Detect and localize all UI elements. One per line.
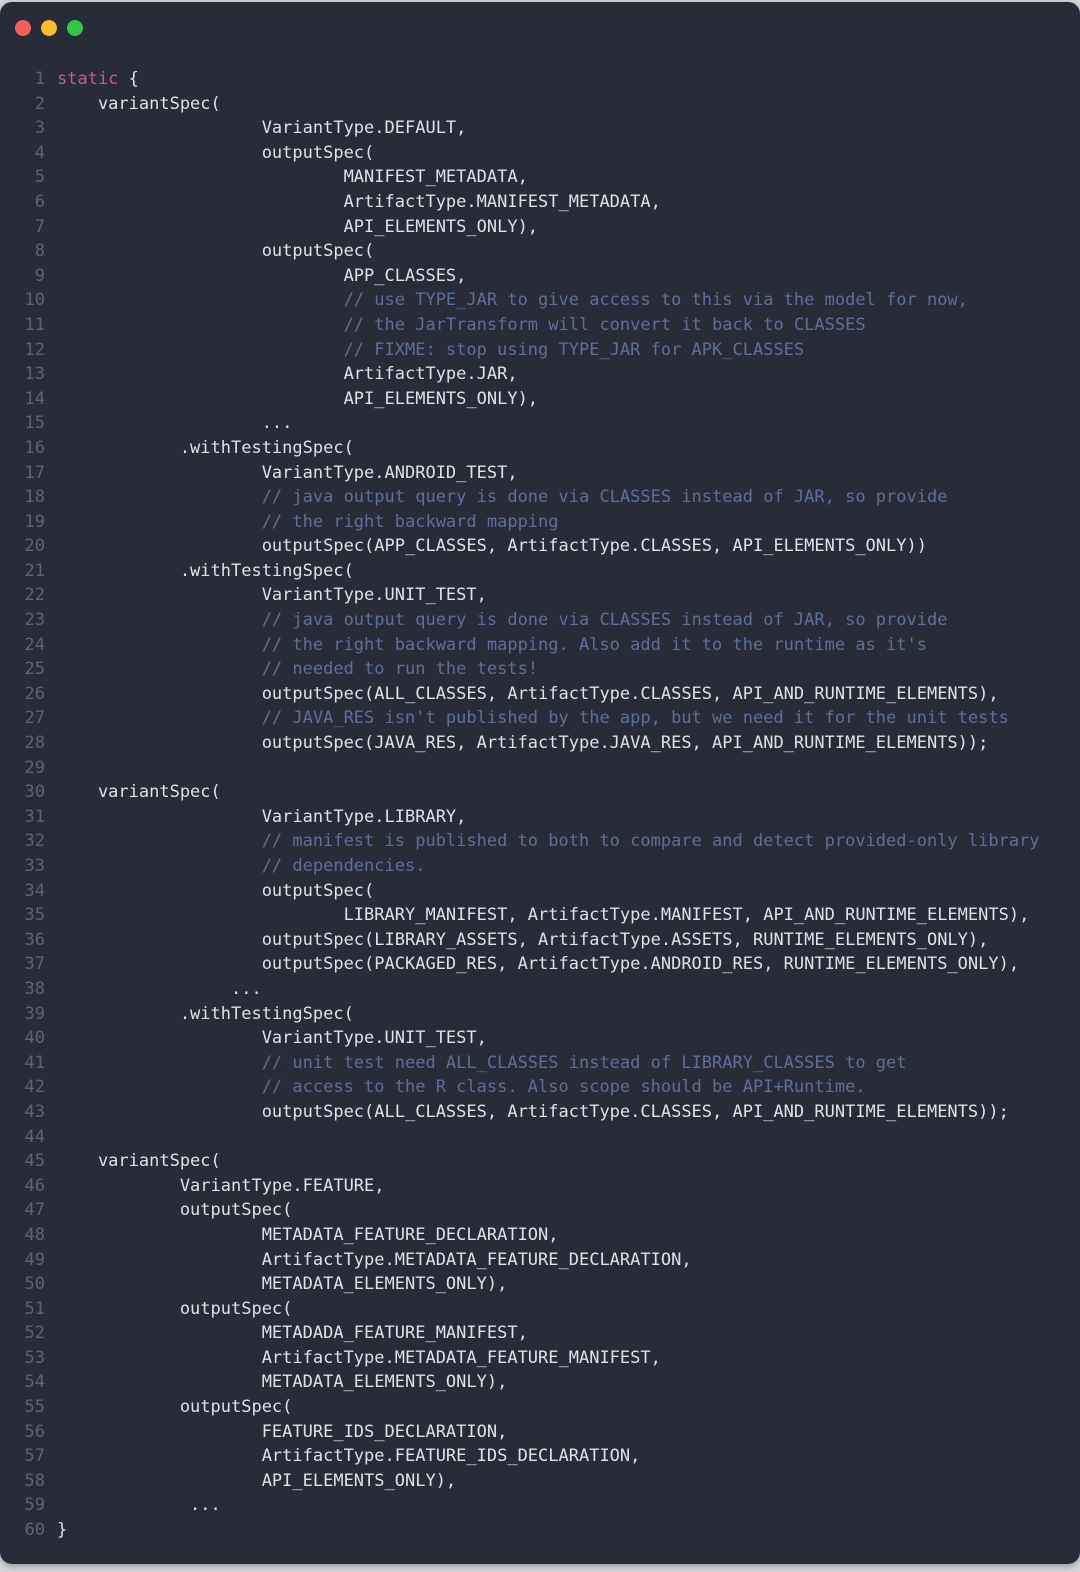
line-number: 24	[24, 634, 45, 655]
line-number: 4	[34, 142, 45, 163]
code-line	[0, 1026, 1080, 1051]
line-number: 30	[24, 782, 45, 803]
line-number: 5	[34, 167, 45, 188]
code-line-text: ArtifactType.MANIFEST_METADATA,	[57, 191, 661, 212]
line-number: 17	[24, 462, 45, 483]
line-number: 60	[24, 1520, 45, 1541]
code-line	[0, 1420, 1080, 1445]
line-number: 56	[24, 1421, 45, 1442]
code-line-text: LIBRARY_MANIFEST, ArtifactType.MANIFEST, API_AND_RUNTIME_ELEMENTS),	[57, 905, 1030, 926]
code-line-text: }	[57, 1520, 68, 1541]
code-line	[0, 1248, 1080, 1273]
line-number: 15	[24, 413, 45, 434]
code-line-text: ...	[57, 413, 293, 434]
code-line	[0, 485, 1080, 510]
code-line	[0, 1002, 1080, 1027]
code-line	[0, 1272, 1080, 1297]
code-line-text: // the right backward mapping. Also add it to the runtime as it's	[57, 634, 927, 655]
code-line	[0, 903, 1080, 928]
line-number: 7	[34, 216, 45, 237]
minimize-button[interactable]	[41, 20, 57, 36]
code-line-text: // unit test need ALL_CLASSES instead of LIBRARY_CLASSES to get	[57, 1052, 907, 1073]
line-number: 21	[24, 560, 45, 581]
line-number: 59	[24, 1495, 45, 1516]
close-button[interactable]	[15, 20, 31, 36]
code-line-text: VariantType.ANDROID_TEST,	[57, 462, 518, 483]
line-number: 43	[24, 1101, 45, 1122]
code-line	[0, 756, 1080, 781]
code-line	[0, 1051, 1080, 1076]
code-line-text: // the right backward mapping	[57, 511, 559, 532]
code-line	[0, 1149, 1080, 1174]
line-number: 45	[24, 1151, 45, 1172]
code-line	[0, 67, 1080, 92]
code-line-text: outputSpec(PACKAGED_RES, ArtifactType.ANDROID_RES, RUNTIME_ELEMENTS_ONLY),	[57, 954, 1020, 975]
code-line-text: outputSpec(JAVA_RES, ArtifactType.JAVA_RES, API_AND_RUNTIME_ELEMENTS));	[57, 733, 989, 754]
code-line	[0, 1174, 1080, 1199]
code-line-text: .withTestingSpec(	[57, 560, 354, 581]
code-line	[0, 1346, 1080, 1371]
code-line	[0, 510, 1080, 535]
code-window	[0, 2, 1080, 1564]
line-number: 58	[24, 1470, 45, 1491]
code-line	[0, 1469, 1080, 1494]
line-number: 44	[24, 1126, 45, 1147]
code-line-text: ArtifactType.JAR,	[57, 364, 518, 385]
code-line	[0, 1297, 1080, 1322]
code-line-text: static {	[57, 69, 139, 89]
line-number: 14	[24, 388, 45, 409]
line-number: 52	[24, 1323, 45, 1344]
code-line	[0, 928, 1080, 953]
code-line-text: MANIFEST_METADATA,	[57, 167, 528, 188]
code-line-text: // FIXME: stop using TYPE_JAR for APK_CLASSES	[57, 339, 805, 360]
code-line-text: // access to the R class. Also scope should be API+Runtime.	[57, 1077, 866, 1098]
code-line	[0, 411, 1080, 436]
code-line	[0, 706, 1080, 731]
code-line	[0, 1370, 1080, 1395]
line-number: 10	[24, 290, 45, 311]
code-line	[0, 1395, 1080, 1420]
code-line	[0, 1100, 1080, 1125]
code-line	[0, 854, 1080, 879]
line-number: 50	[24, 1274, 45, 1295]
code-line	[0, 559, 1080, 584]
code-line-text: VariantType.FEATURE,	[57, 1175, 385, 1196]
line-number: 35	[24, 905, 45, 926]
code-line	[0, 952, 1080, 977]
zoom-button[interactable]	[67, 20, 83, 36]
line-number: 49	[24, 1249, 45, 1270]
line-number: 31	[24, 806, 45, 827]
code-line-text: ArtifactType.METADATA_FEATURE_MANIFEST,	[57, 1347, 661, 1368]
code-line-text: APP_CLASSES,	[57, 265, 467, 286]
line-number: 40	[24, 1028, 45, 1049]
code-line-text: outputSpec(APP_CLASSES, ArtifactType.CLASSES, API_ELEMENTS_ONLY))	[57, 536, 927, 557]
code-line	[0, 1223, 1080, 1248]
line-number: 18	[24, 487, 45, 508]
code-line-text: variantSpec(	[57, 93, 221, 114]
code-line-text: outputSpec(	[57, 1200, 293, 1221]
code-line	[0, 461, 1080, 486]
code-line-text: outputSpec(	[57, 241, 375, 262]
line-number: 42	[24, 1077, 45, 1098]
code-line	[0, 1125, 1080, 1150]
code-line	[0, 657, 1080, 682]
code-line-text: // manifest is published to both to compare and detect provided-only library	[57, 831, 1040, 852]
line-number: 6	[34, 191, 45, 212]
code-line	[0, 436, 1080, 461]
code-line-text: outputSpec(	[57, 1298, 293, 1319]
code-line	[0, 780, 1080, 805]
code-line-text: // JAVA_RES isn't published by the app, but we need it for the unit tests	[57, 708, 1009, 729]
code-line	[0, 288, 1080, 313]
code-line	[0, 977, 1080, 1002]
code-line-text: // dependencies.	[57, 856, 426, 876]
code-line-text: outputSpec(LIBRARY_ASSETS, ArtifactType.ASSETS, RUNTIME_ELEMENTS_ONLY),	[57, 929, 989, 950]
code-line	[0, 731, 1080, 756]
line-number: 54	[24, 1372, 45, 1393]
line-number: 57	[24, 1446, 45, 1467]
line-number: 47	[24, 1200, 45, 1221]
line-number: 16	[24, 437, 45, 458]
code-line	[0, 387, 1080, 412]
line-number: 12	[24, 339, 45, 360]
line-number: 46	[24, 1175, 45, 1196]
line-number: 51	[24, 1298, 45, 1319]
code-line-text: ...	[57, 978, 262, 999]
code-line	[0, 633, 1080, 658]
code-line-text: variantSpec(	[57, 1151, 221, 1172]
line-number: 28	[24, 733, 45, 754]
code-line-text: outputSpec(	[57, 880, 375, 901]
code-line	[0, 829, 1080, 854]
line-number: 9	[34, 265, 45, 286]
code-line-text: ...	[57, 1495, 221, 1516]
line-number: 25	[24, 659, 45, 680]
code-line-text: API_ELEMENTS_ONLY),	[57, 1470, 457, 1491]
code-line	[0, 1321, 1080, 1346]
code-line-text: variantSpec(	[57, 782, 221, 803]
line-number: 53	[24, 1347, 45, 1368]
line-number: 33	[24, 856, 45, 876]
code-line	[0, 1075, 1080, 1100]
code-line	[0, 805, 1080, 830]
code-line-text: // the JarTransform will convert it back to CLASSES	[57, 314, 866, 335]
code-line-text: .withTestingSpec(	[57, 1003, 354, 1024]
code-line-text: // java output query is done via CLASSES instead of JAR, so provide	[57, 610, 948, 631]
line-number: 29	[24, 757, 45, 778]
line-number: 13	[24, 364, 45, 385]
code-line-text: METADATA_ELEMENTS_ONLY),	[57, 1372, 508, 1393]
code-line	[0, 583, 1080, 608]
code-line	[0, 879, 1080, 904]
line-number: 34	[24, 880, 45, 901]
code-line	[0, 313, 1080, 338]
code-line	[0, 338, 1080, 363]
line-number: 32	[24, 831, 45, 852]
code-line-text: VariantType.UNIT_TEST,	[57, 1028, 487, 1049]
code-editor	[0, 67, 1080, 1543]
line-number: 26	[24, 683, 45, 704]
code-line	[0, 1493, 1080, 1518]
line-number: 2	[34, 93, 45, 114]
code-line-text: FEATURE_IDS_DECLARATION,	[57, 1421, 508, 1442]
line-number: 3	[34, 118, 45, 139]
line-number: 20	[24, 536, 45, 557]
line-number: 19	[24, 511, 45, 532]
code-line-text: ArtifactType.METADATA_FEATURE_DECLARATION,	[57, 1249, 692, 1270]
line-number: 38	[24, 978, 45, 999]
line-number: 37	[24, 954, 45, 975]
line-number: 22	[24, 585, 45, 606]
line-number: 11	[24, 314, 45, 335]
line-number: 55	[24, 1397, 45, 1418]
line-number: 8	[34, 241, 45, 262]
code-line	[0, 264, 1080, 289]
code-line-text: // use TYPE_JAR to give access to this via the model for now,	[57, 290, 968, 311]
line-number: 36	[24, 929, 45, 950]
code-line-text: ArtifactType.FEATURE_IDS_DECLARATION,	[57, 1446, 641, 1467]
code-line-text: // java output query is done via CLASSES instead of JAR, so provide	[57, 487, 948, 508]
code-line-text: VariantType.DEFAULT,	[57, 118, 467, 139]
code-line-text: outputSpec(ALL_CLASSES, ArtifactType.CLASSES, API_AND_RUNTIME_ELEMENTS));	[57, 1101, 1009, 1122]
code-line	[0, 362, 1080, 387]
code-line-text: outputSpec(	[57, 142, 375, 163]
code-line-text: VariantType.LIBRARY,	[57, 806, 467, 827]
window-controls	[15, 20, 83, 36]
code-line	[0, 682, 1080, 707]
code-line	[0, 608, 1080, 633]
code-line	[0, 1444, 1080, 1469]
code-line	[0, 141, 1080, 166]
code-line-text: .withTestingSpec(	[57, 437, 354, 458]
line-number: 23	[24, 610, 45, 631]
code-line-text: outputSpec(	[57, 1397, 293, 1418]
line-number: 48	[24, 1224, 45, 1245]
code-line-text: API_ELEMENTS_ONLY),	[57, 216, 539, 237]
code-line	[0, 165, 1080, 190]
code-line	[0, 534, 1080, 559]
code-line	[0, 1198, 1080, 1223]
code-line-text: // needed to run the tests!	[57, 659, 539, 680]
code-line	[0, 215, 1080, 240]
line-number: 1	[34, 69, 45, 89]
code-line-text	[45, 1125, 57, 1150]
code-line	[0, 239, 1080, 264]
code-line-text: API_ELEMENTS_ONLY),	[57, 388, 539, 409]
code-line	[0, 116, 1080, 141]
code-line	[0, 190, 1080, 215]
code-line	[0, 92, 1080, 117]
code-line-text: METADADA_FEATURE_MANIFEST,	[57, 1323, 528, 1344]
line-number: 27	[24, 708, 45, 729]
line-number: 41	[24, 1052, 45, 1073]
code-line-text: METADATA_FEATURE_DECLARATION,	[57, 1224, 559, 1245]
code-line	[0, 1518, 1080, 1543]
code-line-text: METADATA_ELEMENTS_ONLY),	[57, 1274, 508, 1295]
code-line-text: outputSpec(ALL_CLASSES, ArtifactType.CLASSES, API_AND_RUNTIME_ELEMENTS),	[57, 683, 999, 704]
line-number: 39	[24, 1003, 45, 1024]
code-line-text	[45, 756, 57, 781]
code-line-text: VariantType.UNIT_TEST,	[57, 585, 487, 606]
